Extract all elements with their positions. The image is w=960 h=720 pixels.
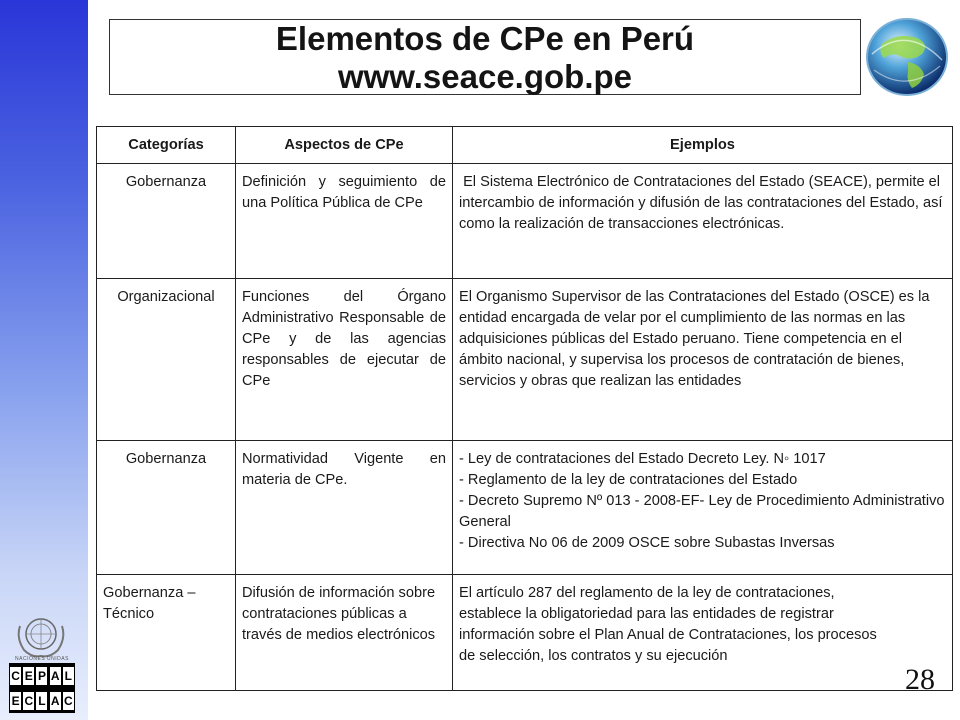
- cepal-letter: L: [64, 668, 73, 683]
- row-categoria: Organizacional: [97, 279, 236, 441]
- cepal-row-bottom: [9, 688, 75, 713]
- cepal-letter: A: [50, 668, 60, 683]
- row-categoria: Gobernanza: [97, 164, 236, 279]
- table-row: [97, 441, 953, 575]
- row-ejemplo: El artículo 287 del reglamento de la ley de contrataciones, establece la obligatoriedad para las entidades de registrar información sobre el Plan Anual de Contrataciones, los procesos de selección, los contratos y su ejecución: [453, 575, 953, 691]
- header-aspectos: Aspectos de CPe: [236, 127, 453, 164]
- slide-url: www.seace.gob.pe: [337, 58, 633, 95]
- ejemplo-line: - Ley de contrataciones del Estado Decreto Ley. N◦ 1017: [459, 451, 826, 467]
- cepal-letter: A: [50, 693, 60, 708]
- ejemplo-line: - Directiva No 06 de 2009 OSCE sobre Subastas Inversas: [459, 535, 835, 551]
- left-gradient-bar: [0, 0, 88, 720]
- cepal-letter: C: [11, 668, 20, 683]
- cepal-letter: P: [37, 668, 46, 683]
- cepal-letter: L: [38, 693, 46, 708]
- table-row: [97, 575, 953, 691]
- table-row: [97, 164, 953, 279]
- slide-title: Elementos de CPe en Perú: [275, 20, 695, 57]
- row-categoria: Gobernanza: [97, 441, 236, 575]
- cepal-letter: C: [64, 693, 73, 708]
- globe-logo-icon: [862, 14, 952, 100]
- row-ejemplo: El Organismo Supervisor de las Contrataciones del Estado (OSCE) es la entidad encargada de velar por el cumplimiento de las normas en las adquisiciones públicas del Estado peruano. Tiene competencia en el ámbito nacional, y supervisa los procesos de contratación de bienes, servicios y obras que realizan las entidades: [453, 279, 953, 441]
- cpe-table: [96, 126, 953, 691]
- header-categorias: Categorías: [97, 127, 236, 164]
- title-box: [109, 19, 861, 95]
- cepal-letter: C: [24, 693, 34, 708]
- row-aspecto: Funciones del Órgano Administrativo Responsable de CPe y de las agencias responsables de ejecutar de CPe: [236, 279, 453, 441]
- ejemplo-line: - Decreto Supremo Nº 013 - 2008-EF- Ley de Procedimiento Administrativo General: [459, 493, 945, 530]
- ejemplo-line: - Reglamento de la ley de contrataciones del Estado: [459, 472, 798, 488]
- header-ejemplos: Ejemplos: [453, 127, 953, 164]
- cepal-logo: [9, 663, 75, 713]
- table-row: [97, 279, 953, 441]
- un-label: NACIONES UNIDAS: [15, 656, 69, 662]
- cepal-row-top: [9, 663, 75, 688]
- row-aspecto: Definición y seguimiento de una Política Pública de CPe: [236, 164, 453, 279]
- row-ejemplo: El Sistema Electrónico de Contrataciones del Estado (SEACE), permite el intercambio de información y difusión de las contrataciones del Estado, así como la realización de transacciones electrónicas.: [453, 164, 953, 279]
- page-number: 28: [905, 663, 935, 696]
- row-ejemplo-list: [453, 441, 953, 575]
- row-categoria: Gobernanza – Técnico: [97, 575, 236, 691]
- table-header-row: [97, 127, 953, 164]
- cepal-letter: E: [24, 668, 33, 683]
- cepal-letter: E: [11, 693, 20, 708]
- row-aspecto: Difusión de información sobre contrataciones públicas a través de medios electrónicos: [236, 575, 453, 691]
- row-aspecto: Normatividad Vigente en materia de CPe.: [236, 441, 453, 575]
